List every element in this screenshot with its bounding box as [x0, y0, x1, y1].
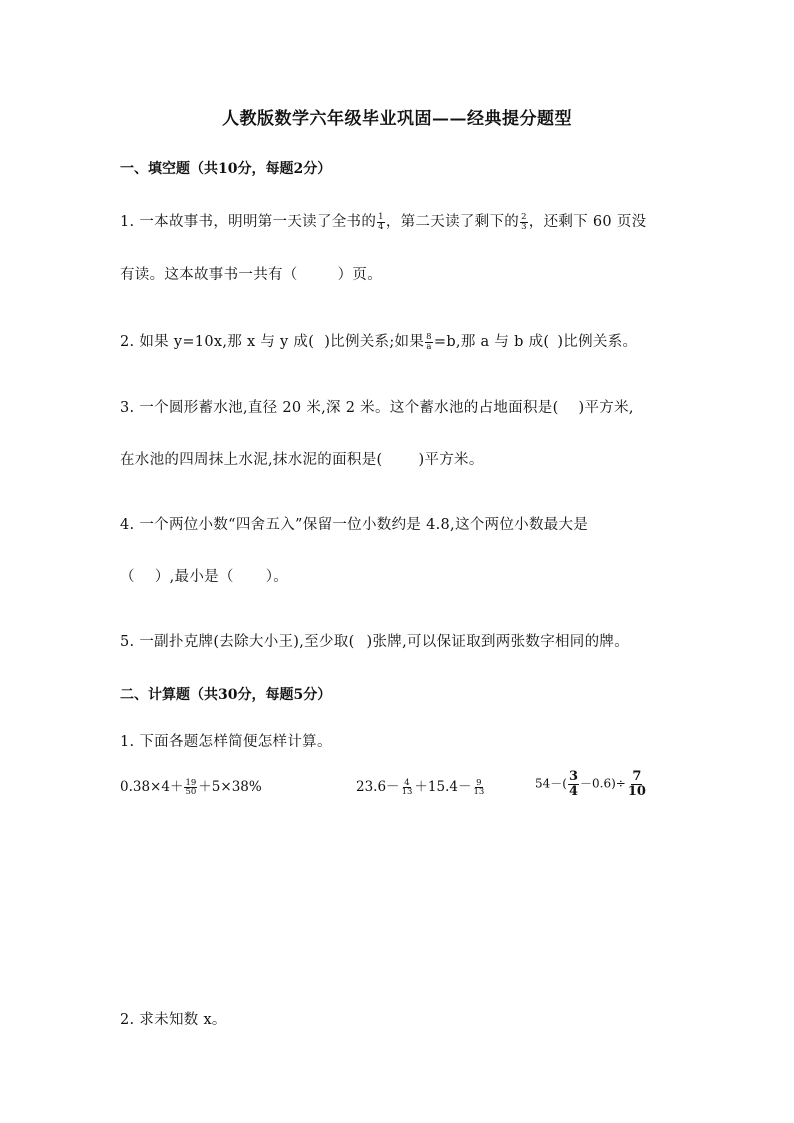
- question-3-line-1: [120, 396, 634, 417]
- question-3-line-2-a: 在水池的四周抹上水泥,抹水泥的面积是(: [120, 452, 383, 468]
- question-3-line-1-a: 3. 一个圆形蓄水池,直径 20 米,深 2 米。这个蓄水池的占地面积是(: [120, 400, 559, 416]
- expression-3-part-a: 54－(: [535, 776, 567, 791]
- question-3-line-2: [120, 448, 484, 469]
- fraction-7-over-10: $\frac{7}{10}$: [627, 769, 646, 799]
- question-4-line-1: 4. 一个两位小数“四舍五入”保留一位小数约是 4.8,这个两位小数最大是: [120, 517, 589, 533]
- question-5-text-b: )张牌,可以保证取到两张数字相同的牌。: [366, 634, 629, 650]
- expression-2-part-a: 23.6－: [356, 779, 400, 795]
- question-3-line-1-b: )平方米,: [578, 400, 634, 416]
- page-title: 人教版数学六年级毕业巩固——经典提分题型: [222, 109, 572, 129]
- section-heading-fill-in: 一、填空题（共10分，每题2分）: [120, 161, 332, 177]
- question-1-line-1: [120, 210, 646, 231]
- fraction-3-over-4: $\frac{3}{4}$: [568, 769, 578, 799]
- question-1-line-2-b: ）页。: [337, 267, 383, 283]
- question-4-line-2-a: （: [120, 569, 135, 585]
- question-1-text-a: 1. 一本故事书，明明第一天读了全书的: [120, 214, 377, 230]
- expression-3-part-b: －0.6)÷: [580, 776, 626, 791]
- question-4-line-2: [120, 565, 288, 586]
- question-2-text-b: )比例关系;如果: [324, 334, 425, 350]
- expression-1-part-a: 0.38×4＋: [120, 779, 184, 795]
- fraction-8-over-a: $\frac{8}{a}$: [426, 332, 432, 352]
- question-2-text-a: 2. 如果 y=10x,那 x 与 y 成(: [120, 334, 315, 350]
- fraction-9-over-13: $\frac{9}{13}$: [473, 777, 485, 797]
- question-3-line-2-b: )平方米。: [418, 452, 484, 468]
- fraction-4-over-13: $\frac{4}{13}$: [401, 777, 413, 797]
- expression-2-part-b: ＋15.4－: [414, 779, 472, 795]
- question-1-line-2: [120, 263, 382, 284]
- question-1-line-2-a: 有读。这本故事书一共有（: [120, 267, 298, 283]
- question-2-text-c: =b,那 a 与 b 成(: [433, 334, 550, 350]
- fraction-two-thirds: $\frac{2}{3}$: [521, 212, 527, 232]
- question-4-line-2-c: ）。: [265, 569, 289, 585]
- question-2: [120, 330, 637, 351]
- calculation-q1-instruction: 1. 下面各题怎样简便怎样计算。: [120, 734, 332, 750]
- expression-1-part-b: ＋5×38%: [198, 779, 262, 795]
- question-1-text-c: ，还剩下 60 页没: [528, 214, 647, 230]
- question-2-text-d: )比例关系。: [557, 334, 638, 350]
- section-heading-calculation: 二、计算题（共30分，每题5分）: [120, 687, 332, 703]
- expression-2: [356, 775, 486, 797]
- question-5: [120, 630, 629, 651]
- question-1-text-b: ，第二天读了剩下的: [385, 214, 520, 230]
- expression-3: [535, 770, 648, 798]
- question-5-text-a: 5. 一副扑克牌(去除大小王),至少取(: [120, 634, 355, 650]
- fraction-one-quarter: $\frac{1}{4}$: [378, 212, 384, 232]
- calculation-q2-instruction: 2. 求未知数 x。: [120, 1012, 227, 1028]
- question-4-line-2-b: ）,最小是（: [154, 569, 234, 585]
- fraction-19-over-50: $\frac{19}{50}$: [185, 777, 197, 797]
- expression-1: [120, 775, 262, 797]
